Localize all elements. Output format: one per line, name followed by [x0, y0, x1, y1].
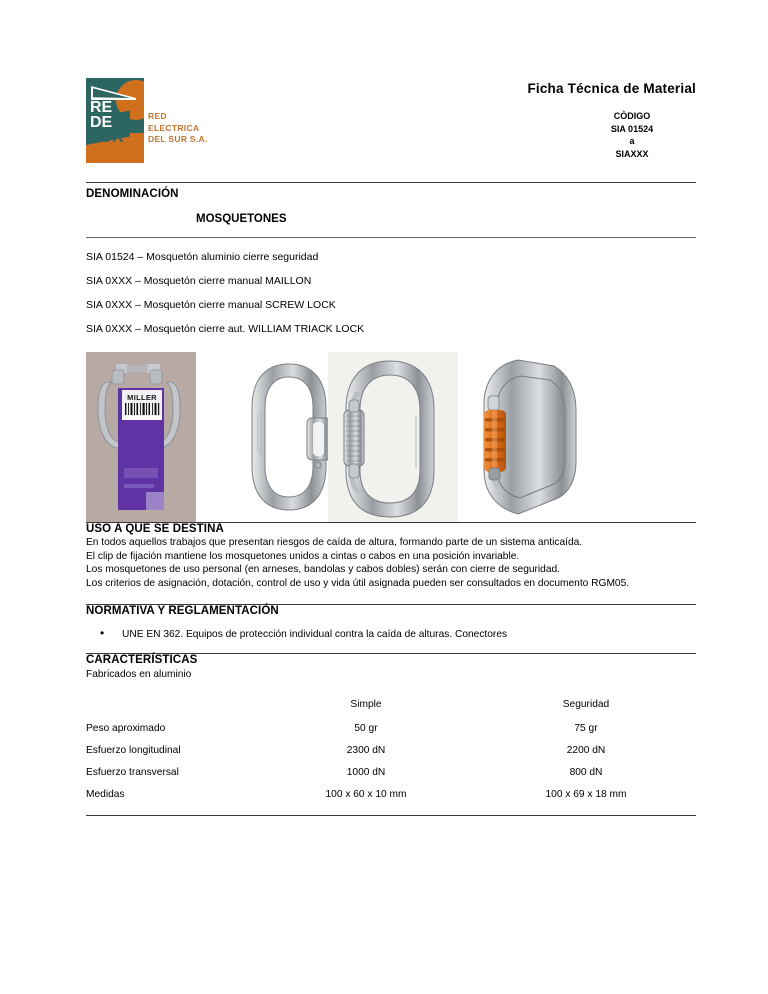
codigo-from: SIA 01524 — [610, 123, 654, 134]
photo-maillon-packaged — [86, 352, 196, 522]
spec-label: Peso aproximado — [86, 722, 166, 734]
uso-body — [86, 536, 696, 590]
spec-label: Esfuerzo longitudinal — [86, 744, 181, 756]
codigo-to: SIAXXX — [615, 148, 649, 159]
section-title-normativa: NORMATIVA Y REGLAMENTACIÓN — [86, 605, 279, 618]
section-caracteristicas — [86, 654, 696, 816]
logo-mark-letters — [90, 100, 140, 145]
specs-table-body — [86, 717, 696, 805]
uso-paragraph: El clip de fijación mantiene los mosquetones unidos a cintas o cabos en una posición invariable. — [86, 550, 520, 562]
normativa-list — [86, 628, 696, 641]
bullet-icon: • — [100, 626, 105, 641]
uso-paragraph: Los mosquetones de uso personal (en arneses, bandolas y cabos dobles) serán con cierre de seguridad. — [86, 564, 561, 576]
spec-value-seguridad: 100 x 69 x 18 mm — [545, 788, 627, 800]
column-header-simple: Simple — [350, 698, 382, 710]
rule-below-denominacion-subtitle — [86, 237, 696, 238]
logo-mark-line-2: DE — [90, 114, 113, 131]
list-item: SIA 0XXX – Mosquetón cierre manual SCREW LOCK — [86, 299, 336, 311]
section-title-uso: USO A QUE SE DESTINA — [86, 523, 224, 535]
svg-text:MILLER: MILLER — [127, 393, 157, 402]
rule-below-caracteristicas — [86, 815, 696, 816]
spec-value-seguridad: 800 dN — [569, 766, 603, 778]
section-title-caracteristicas: CARACTERÍSTICAS — [86, 654, 198, 667]
list-item: SIA 0XXX – Mosquetón cierre aut. WILLIAM TRIACK LOCK — [86, 323, 365, 335]
spec-value-simple: 2300 dN — [346, 744, 386, 756]
spec-label: Esfuerzo transversal — [86, 766, 179, 778]
table-row — [86, 761, 696, 783]
denominacion-subtitle: MOSQUETONES — [196, 213, 287, 225]
list-item — [86, 628, 696, 641]
product-photo-row — [86, 352, 696, 522]
table-row — [86, 717, 696, 739]
document-header — [86, 78, 696, 182]
section-title-denominacion: DENOMINACIÓN — [86, 188, 179, 200]
uso-paragraph: En todos aquellos trabajos que presentan riesgos de caída de altura, formando parte de un sistema anticaída. — [86, 537, 583, 548]
table-bottom-spacer — [86, 805, 696, 815]
normativa-item-label: UNE EN 362. Equipos de protección individual contra la caída de alturas. Conectores — [122, 629, 508, 641]
list-item: SIA 0XXX – Mosquetón cierre manual MAILLON — [86, 275, 312, 287]
section-normativa — [86, 605, 696, 641]
photo-screw-lock-oval — [328, 352, 458, 522]
spec-value-simple: 1000 dN — [346, 766, 386, 778]
codigo-label: CÒDIGO — [613, 111, 651, 121]
column-header-blank — [86, 691, 256, 717]
photo-triact-lock-d — [466, 352, 596, 522]
logo-mark-line-1: RE — [90, 99, 113, 116]
company-logo — [86, 78, 144, 163]
company-name-line-1: RED — [148, 111, 167, 121]
spec-label: Medidas — [86, 788, 125, 800]
rule-above-denominacion — [86, 182, 696, 183]
spec-value-seguridad: 2200 dN — [566, 744, 606, 756]
caracteristicas-intro: Fabricados en aluminio — [86, 669, 192, 681]
company-name — [148, 111, 208, 146]
spec-value-simple: 100 x 60 x 10 mm — [325, 788, 407, 800]
specs-table-head — [86, 691, 696, 717]
codigo-connector: a — [629, 136, 635, 146]
uso-paragraph: Los criterios de asignación, dotación, control de uso y vida útil asignada pueden ser consultados en documento RGM05. — [86, 577, 630, 589]
company-name-line-3: DEL SUR S.A. — [148, 134, 208, 144]
document-title: Ficha Técnica de Material — [527, 81, 696, 96]
logo-mark-line-3: SUR — [90, 129, 124, 146]
document-content — [86, 0, 696, 816]
section-uso — [86, 523, 696, 590]
table-header-row — [86, 691, 696, 717]
section-denominacion — [86, 188, 696, 336]
spec-value-simple: 50 gr — [354, 722, 378, 734]
table-row — [86, 739, 696, 761]
spec-value-seguridad: 75 gr — [574, 722, 598, 734]
specs-table — [86, 691, 696, 805]
company-name-line-2: ELECTRICA — [148, 122, 200, 133]
column-header-seguridad: Seguridad — [562, 698, 610, 710]
list-item: SIA 01524 – Mosquetón aluminio cierre seguridad — [86, 251, 319, 263]
table-row — [86, 783, 696, 805]
codigo-block — [572, 110, 692, 160]
sia-list — [86, 251, 696, 336]
